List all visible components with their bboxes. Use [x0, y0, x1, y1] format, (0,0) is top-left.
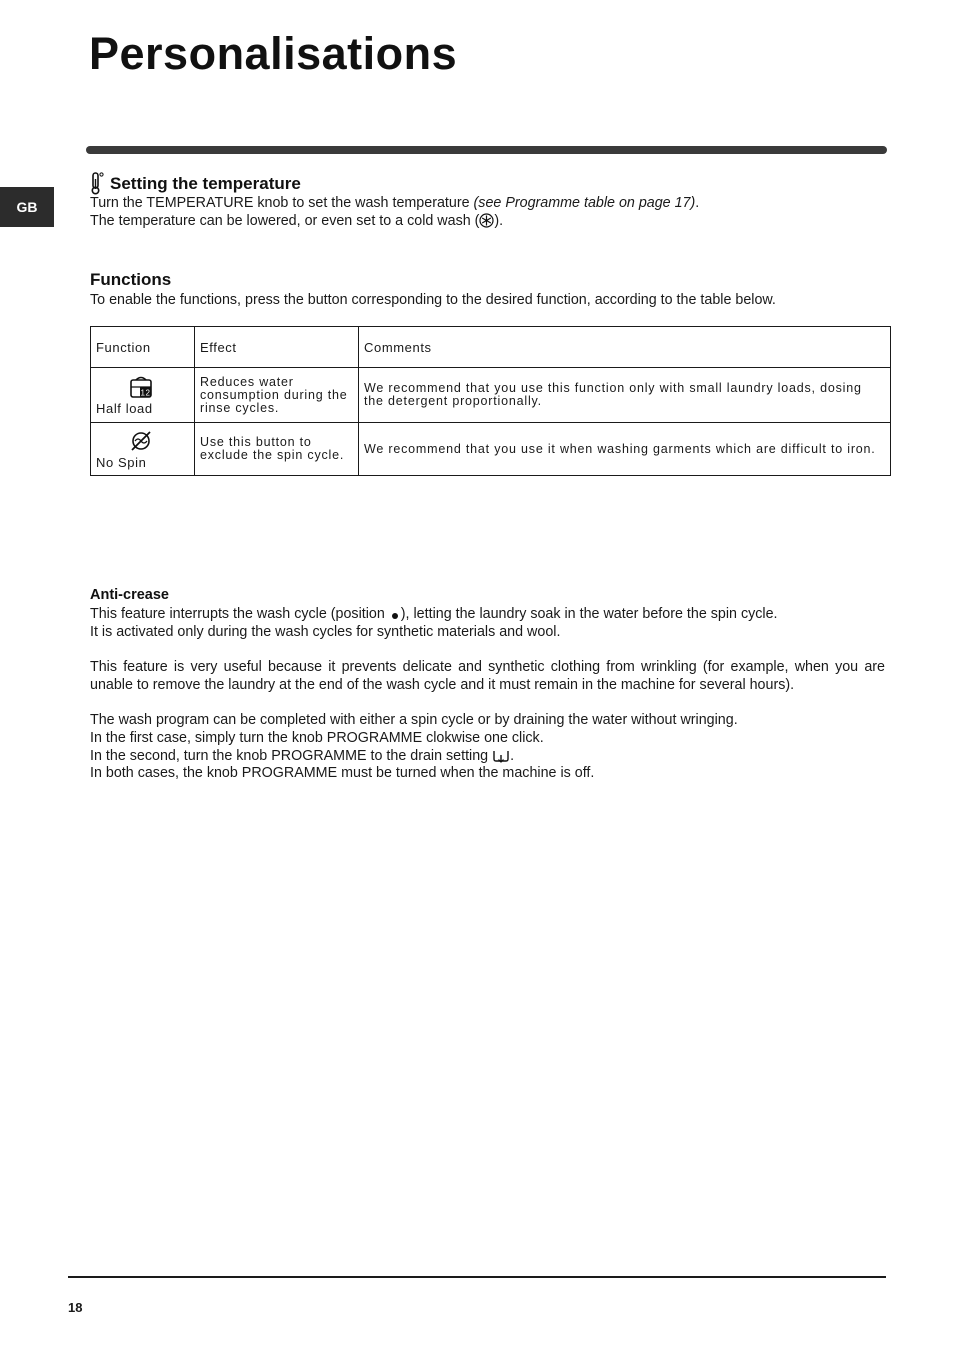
table-header-row	[91, 327, 891, 368]
temperature-line1-ref: (see Programme table on page 17)	[473, 195, 696, 211]
temperature-line2-b: ).	[494, 212, 504, 229]
footer-divider	[68, 1276, 886, 1278]
thermometer-icon	[88, 171, 106, 195]
function-label: Half load	[96, 400, 153, 416]
temperature-line1-c: .	[695, 195, 700, 211]
effect-cell: Reduces water consumption during the rinse cycles.	[195, 368, 359, 423]
half-load-icon	[129, 375, 153, 399]
table-row	[91, 423, 891, 476]
no-spin-icon	[129, 429, 153, 453]
page-number: 18	[68, 1300, 83, 1315]
anti-crease-p3-line3-b: .	[510, 747, 515, 764]
anti-crease-text	[90, 606, 885, 783]
svg-text:12: 12	[140, 388, 151, 397]
function-cell	[91, 423, 195, 476]
header-comments: Comments	[359, 327, 891, 368]
header-divider	[86, 146, 887, 154]
functions-intro: To enable the functions, press the button corresponding to the desired function, according to the table below.	[90, 292, 776, 308]
drain-icon	[492, 749, 510, 763]
anti-crease-p3-line3-a: In the second, turn the knob PROGRAMME to the drain setting	[90, 747, 493, 764]
anti-crease-p3-line1: The wash program can be completed with either a spin cycle or by draining the water without wringing.	[90, 712, 738, 729]
anti-crease-p3-line2: In the first case, simply turn the knob PROGRAMME clokwise one click.	[90, 729, 544, 746]
effect-cell: Use this button to exclude the spin cycle.	[195, 423, 359, 476]
cold-wash-icon	[479, 213, 494, 228]
temperature-heading: Setting the temperature	[110, 174, 301, 193]
header-function: Function	[91, 327, 195, 368]
comment-cell: We recommend that you use it when washing garments which are difficult to iron.	[359, 423, 891, 476]
anti-crease-p1-b: ), letting the laundry soak in the water before the spin cycle.	[400, 606, 778, 622]
function-cell	[91, 368, 195, 423]
temperature-line1-a: Turn the TEMPERATURE knob to set the wash temperature	[90, 195, 474, 211]
comment-cell: We recommend that you use this function only with small laundry loads, dosing the detergent proportionally.	[359, 368, 891, 423]
temperature-text	[90, 195, 885, 230]
anti-crease-p1-a: This feature interrupts the wash cycle (position	[90, 606, 389, 622]
page-title: Personalisations	[89, 28, 458, 79]
header-effect: Effect	[195, 327, 359, 368]
anti-crease-p2: This feature is very useful because it prevents delicate and synthetic clothing from wrinkling (for example, when you are unable to remove the laundry at the end of the wash cycle and it must remain in the machine for several hours).	[90, 659, 885, 693]
anti-crease-p1-c: It is activated only during the wash cycles for synthetic materials and wool.	[90, 623, 561, 640]
table-row	[91, 368, 891, 423]
anti-crease-p3-line4: In both cases, the knob PROGRAMME must be turned when the machine is off.	[90, 765, 595, 782]
functions-heading: Functions	[90, 270, 172, 289]
function-label: No Spin	[96, 454, 147, 470]
language-tab: GB	[0, 187, 54, 227]
anti-crease-heading: Anti-crease	[90, 587, 169, 603]
functions-table	[90, 326, 891, 476]
temperature-line2-a: The temperature can be lowered, or even set to a cold wash (	[90, 212, 480, 229]
position-dot-icon	[389, 607, 401, 621]
